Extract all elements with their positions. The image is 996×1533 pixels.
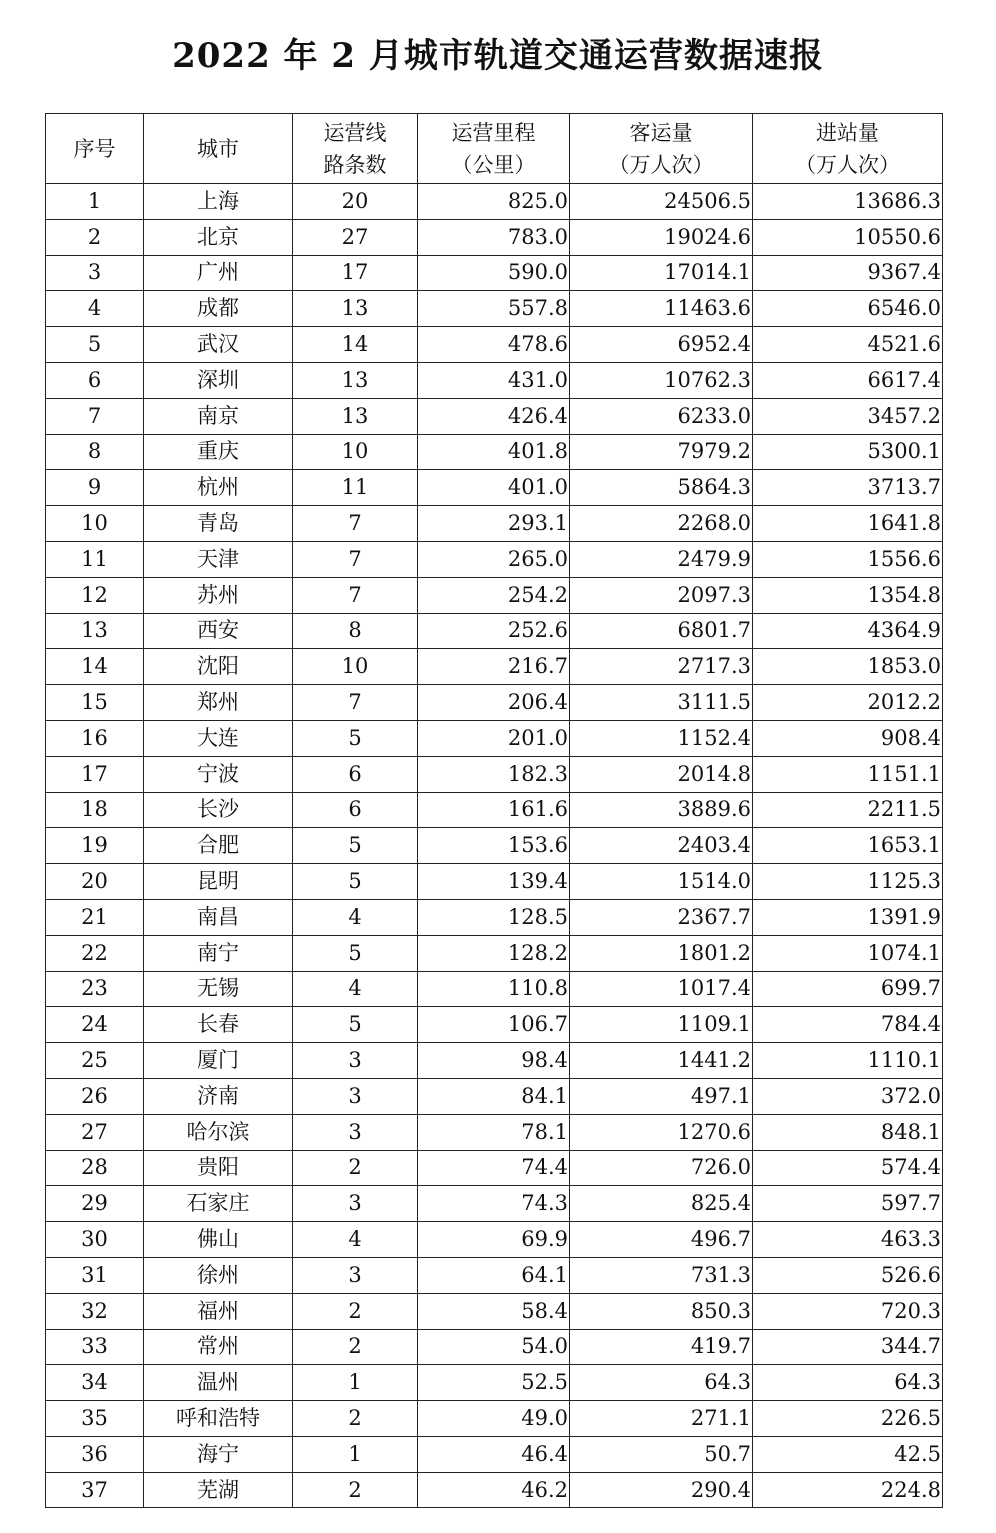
cell-ridership: 419.7 (570, 1329, 753, 1365)
cell-station-entries: 699.7 (753, 971, 943, 1007)
table-row (46, 1365, 943, 1401)
table-row (46, 184, 943, 220)
table-row (46, 255, 943, 291)
header-city: 城市 (144, 114, 293, 184)
cell-line-count: 8 (293, 613, 418, 649)
cell-ridership: 1270.6 (570, 1114, 753, 1150)
cell-ridership: 64.3 (570, 1365, 753, 1401)
cell-city: 重庆 (144, 434, 293, 470)
cell-mileage: 401.8 (418, 434, 570, 470)
cell-mileage: 216.7 (418, 649, 570, 685)
cell-city: 海宁 (144, 1436, 293, 1472)
cell-line-count: 6 (293, 792, 418, 828)
cell-line-count: 1 (293, 1365, 418, 1401)
cell-line-count: 4 (293, 1222, 418, 1258)
cell-index: 24 (46, 1007, 144, 1043)
cell-ridership: 2717.3 (570, 649, 753, 685)
cell-line-count: 10 (293, 649, 418, 685)
cell-city: 哈尔滨 (144, 1114, 293, 1150)
table-row (46, 685, 943, 721)
cell-station-entries: 3457.2 (753, 398, 943, 434)
cell-ridership: 1152.4 (570, 720, 753, 756)
cell-ridership: 2097.3 (570, 577, 753, 613)
cell-index: 19 (46, 828, 144, 864)
table-row (46, 434, 943, 470)
cell-city: 厦门 (144, 1043, 293, 1079)
table-row (46, 1401, 943, 1437)
cell-line-count: 6 (293, 756, 418, 792)
cell-ridership: 497.1 (570, 1078, 753, 1114)
cell-ridership: 2479.9 (570, 541, 753, 577)
cell-mileage: 265.0 (418, 541, 570, 577)
cell-mileage: 825.0 (418, 184, 570, 220)
cell-ridership: 726.0 (570, 1150, 753, 1186)
header-row (46, 114, 943, 184)
cell-station-entries: 908.4 (753, 720, 943, 756)
table-header (46, 114, 943, 184)
cell-ridership: 2268.0 (570, 506, 753, 542)
table-row (46, 219, 943, 255)
table-row (46, 1150, 943, 1186)
table-row (46, 506, 943, 542)
cell-ridership: 1801.2 (570, 935, 753, 971)
cell-line-count: 2 (293, 1329, 418, 1365)
cell-index: 35 (46, 1401, 144, 1437)
table-row (46, 470, 943, 506)
cell-line-count: 2 (293, 1293, 418, 1329)
cell-city: 温州 (144, 1365, 293, 1401)
cell-line-count: 4 (293, 971, 418, 1007)
cell-index: 17 (46, 756, 144, 792)
document-title: 2022 年 2 月城市轨道交通运营数据速报 (172, 36, 824, 76)
table-row (46, 720, 943, 756)
cell-mileage: 254.2 (418, 577, 570, 613)
cell-station-entries: 463.3 (753, 1222, 943, 1258)
cell-station-entries: 5300.1 (753, 434, 943, 470)
cell-mileage: 201.0 (418, 720, 570, 756)
cell-station-entries: 1151.1 (753, 756, 943, 792)
cell-line-count: 3 (293, 1186, 418, 1222)
table-row (46, 1472, 943, 1508)
cell-index: 13 (46, 613, 144, 649)
table-row (46, 1257, 943, 1293)
cell-station-entries: 1074.1 (753, 935, 943, 971)
cell-station-entries: 2211.5 (753, 792, 943, 828)
cell-ridership: 496.7 (570, 1222, 753, 1258)
cell-station-entries: 1354.8 (753, 577, 943, 613)
cell-station-entries: 1556.6 (753, 541, 943, 577)
cell-mileage: 69.9 (418, 1222, 570, 1258)
table-row (46, 541, 943, 577)
cell-line-count: 3 (293, 1114, 418, 1150)
table-row (46, 291, 943, 327)
cell-city: 呼和浩特 (144, 1401, 293, 1437)
cell-mileage: 46.2 (418, 1472, 570, 1508)
cell-station-entries: 372.0 (753, 1078, 943, 1114)
header-mileage: 运营里程 （公里） (418, 114, 570, 184)
table-row (46, 1293, 943, 1329)
cell-line-count: 7 (293, 685, 418, 721)
cell-index: 31 (46, 1257, 144, 1293)
cell-ridership: 10762.3 (570, 362, 753, 398)
table-row (46, 756, 943, 792)
cell-city: 西安 (144, 613, 293, 649)
cell-mileage: 426.4 (418, 398, 570, 434)
cell-station-entries: 1653.1 (753, 828, 943, 864)
cell-ridership: 6952.4 (570, 327, 753, 363)
cell-city: 天津 (144, 541, 293, 577)
cell-city: 徐州 (144, 1257, 293, 1293)
cell-city: 芜湖 (144, 1472, 293, 1508)
cell-ridership: 731.3 (570, 1257, 753, 1293)
table-row (46, 1436, 943, 1472)
cell-index: 5 (46, 327, 144, 363)
table-row (46, 398, 943, 434)
cell-line-count: 5 (293, 1007, 418, 1043)
table-row (46, 1329, 943, 1365)
cell-city: 北京 (144, 219, 293, 255)
cell-ridership: 2367.7 (570, 899, 753, 935)
cell-ridership: 3889.6 (570, 792, 753, 828)
cell-ridership: 290.4 (570, 1472, 753, 1508)
cell-index: 11 (46, 541, 144, 577)
cell-ridership: 50.7 (570, 1436, 753, 1472)
cell-city: 长春 (144, 1007, 293, 1043)
cell-station-entries: 224.8 (753, 1472, 943, 1508)
cell-line-count: 17 (293, 255, 418, 291)
cell-line-count: 7 (293, 577, 418, 613)
cell-index: 8 (46, 434, 144, 470)
cell-station-entries: 344.7 (753, 1329, 943, 1365)
cell-index: 27 (46, 1114, 144, 1150)
cell-index: 10 (46, 506, 144, 542)
cell-index: 30 (46, 1222, 144, 1258)
cell-mileage: 478.6 (418, 327, 570, 363)
cell-line-count: 13 (293, 398, 418, 434)
cell-city: 长沙 (144, 792, 293, 828)
cell-line-count: 5 (293, 935, 418, 971)
cell-station-entries: 226.5 (753, 1401, 943, 1437)
cell-index: 3 (46, 255, 144, 291)
cell-index: 6 (46, 362, 144, 398)
cell-city: 苏州 (144, 577, 293, 613)
cell-index: 7 (46, 398, 144, 434)
cell-ridership: 271.1 (570, 1401, 753, 1437)
table-row (46, 577, 943, 613)
cell-city: 成都 (144, 291, 293, 327)
cell-line-count: 14 (293, 327, 418, 363)
cell-station-entries: 574.4 (753, 1150, 943, 1186)
cell-index: 16 (46, 720, 144, 756)
cell-station-entries: 42.5 (753, 1436, 943, 1472)
table-row (46, 613, 943, 649)
cell-city: 合肥 (144, 828, 293, 864)
table-row (46, 649, 943, 685)
cell-mileage: 128.5 (418, 899, 570, 935)
cell-city: 大连 (144, 720, 293, 756)
cell-ridership: 6233.0 (570, 398, 753, 434)
cell-mileage: 74.4 (418, 1150, 570, 1186)
cell-ridership: 5864.3 (570, 470, 753, 506)
cell-line-count: 1 (293, 1436, 418, 1472)
table-row (46, 327, 943, 363)
cell-line-count: 5 (293, 720, 418, 756)
cell-line-count: 27 (293, 219, 418, 255)
cell-index: 33 (46, 1329, 144, 1365)
cell-mileage: 293.1 (418, 506, 570, 542)
cell-ridership: 2014.8 (570, 756, 753, 792)
cell-city: 南京 (144, 398, 293, 434)
table-row (46, 1222, 943, 1258)
metro-data-table (45, 113, 943, 1508)
cell-index: 25 (46, 1043, 144, 1079)
cell-index: 2 (46, 219, 144, 255)
cell-city: 常州 (144, 1329, 293, 1365)
cell-index: 22 (46, 935, 144, 971)
cell-line-count: 20 (293, 184, 418, 220)
cell-line-count: 11 (293, 470, 418, 506)
cell-city: 广州 (144, 255, 293, 291)
cell-mileage: 58.4 (418, 1293, 570, 1329)
cell-mileage: 431.0 (418, 362, 570, 398)
cell-station-entries: 848.1 (753, 1114, 943, 1150)
cell-city: 南宁 (144, 935, 293, 971)
cell-index: 14 (46, 649, 144, 685)
cell-station-entries: 10550.6 (753, 219, 943, 255)
cell-ridership: 1109.1 (570, 1007, 753, 1043)
table-row (46, 362, 943, 398)
cell-mileage: 153.6 (418, 828, 570, 864)
cell-mileage: 49.0 (418, 1401, 570, 1437)
cell-line-count: 13 (293, 362, 418, 398)
cell-index: 1 (46, 184, 144, 220)
table-row (46, 828, 943, 864)
cell-line-count: 2 (293, 1401, 418, 1437)
cell-city: 郑州 (144, 685, 293, 721)
cell-station-entries: 1641.8 (753, 506, 943, 542)
cell-ridership: 825.4 (570, 1186, 753, 1222)
cell-city: 贵阳 (144, 1150, 293, 1186)
table-row (46, 971, 943, 1007)
cell-index: 23 (46, 971, 144, 1007)
header-index: 序号 (46, 114, 144, 184)
cell-ridership: 11463.6 (570, 291, 753, 327)
cell-station-entries: 3713.7 (753, 470, 943, 506)
cell-city: 昆明 (144, 864, 293, 900)
cell-station-entries: 1125.3 (753, 864, 943, 900)
cell-station-entries: 9367.4 (753, 255, 943, 291)
cell-line-count: 3 (293, 1078, 418, 1114)
cell-mileage: 78.1 (418, 1114, 570, 1150)
cell-mileage: 52.5 (418, 1365, 570, 1401)
cell-ridership: 24506.5 (570, 184, 753, 220)
cell-city: 福州 (144, 1293, 293, 1329)
cell-station-entries: 1853.0 (753, 649, 943, 685)
cell-station-entries: 1110.1 (753, 1043, 943, 1079)
cell-station-entries: 720.3 (753, 1293, 943, 1329)
cell-index: 32 (46, 1293, 144, 1329)
cell-index: 21 (46, 899, 144, 935)
header-line-count: 运营线 路条数 (293, 114, 418, 184)
cell-station-entries: 13686.3 (753, 184, 943, 220)
cell-index: 12 (46, 577, 144, 613)
cell-index: 29 (46, 1186, 144, 1222)
cell-line-count: 3 (293, 1257, 418, 1293)
cell-mileage: 590.0 (418, 255, 570, 291)
cell-station-entries: 784.4 (753, 1007, 943, 1043)
cell-mileage: 161.6 (418, 792, 570, 828)
cell-index: 28 (46, 1150, 144, 1186)
table-body (46, 184, 943, 1508)
cell-city: 沈阳 (144, 649, 293, 685)
table-row (46, 1043, 943, 1079)
cell-mileage: 110.8 (418, 971, 570, 1007)
cell-line-count: 4 (293, 899, 418, 935)
cell-city: 济南 (144, 1078, 293, 1114)
cell-city: 上海 (144, 184, 293, 220)
table-row (46, 792, 943, 828)
cell-mileage: 106.7 (418, 1007, 570, 1043)
cell-ridership: 850.3 (570, 1293, 753, 1329)
cell-index: 26 (46, 1078, 144, 1114)
cell-mileage: 139.4 (418, 864, 570, 900)
cell-ridership: 17014.1 (570, 255, 753, 291)
table-row (46, 1078, 943, 1114)
cell-mileage: 182.3 (418, 756, 570, 792)
cell-index: 37 (46, 1472, 144, 1508)
header-ridership: 客运量 （万人次） (570, 114, 753, 184)
header-station-entries: 进站量 （万人次） (753, 114, 943, 184)
table-row (46, 1007, 943, 1043)
cell-station-entries: 6617.4 (753, 362, 943, 398)
cell-line-count: 2 (293, 1472, 418, 1508)
cell-mileage: 64.1 (418, 1257, 570, 1293)
cell-city: 深圳 (144, 362, 293, 398)
cell-ridership: 7979.2 (570, 434, 753, 470)
cell-city: 杭州 (144, 470, 293, 506)
cell-mileage: 206.4 (418, 685, 570, 721)
cell-line-count: 10 (293, 434, 418, 470)
cell-mileage: 252.6 (418, 613, 570, 649)
cell-city: 南昌 (144, 899, 293, 935)
cell-mileage: 783.0 (418, 219, 570, 255)
cell-line-count: 13 (293, 291, 418, 327)
cell-ridership: 19024.6 (570, 219, 753, 255)
cell-station-entries: 1391.9 (753, 899, 943, 935)
cell-mileage: 98.4 (418, 1043, 570, 1079)
cell-station-entries: 6546.0 (753, 291, 943, 327)
cell-index: 15 (46, 685, 144, 721)
cell-line-count: 7 (293, 506, 418, 542)
cell-line-count: 5 (293, 828, 418, 864)
cell-mileage: 557.8 (418, 291, 570, 327)
cell-mileage: 74.3 (418, 1186, 570, 1222)
cell-ridership: 1017.4 (570, 971, 753, 1007)
cell-mileage: 401.0 (418, 470, 570, 506)
cell-ridership: 1441.2 (570, 1043, 753, 1079)
cell-city: 无锡 (144, 971, 293, 1007)
cell-mileage: 128.2 (418, 935, 570, 971)
cell-line-count: 2 (293, 1150, 418, 1186)
cell-city: 佛山 (144, 1222, 293, 1258)
cell-city: 武汉 (144, 327, 293, 363)
cell-index: 36 (46, 1436, 144, 1472)
cell-index: 18 (46, 792, 144, 828)
cell-station-entries: 2012.2 (753, 685, 943, 721)
table-row (46, 864, 943, 900)
table-row (46, 1114, 943, 1150)
cell-city: 青岛 (144, 506, 293, 542)
table-row (46, 1186, 943, 1222)
cell-mileage: 54.0 (418, 1329, 570, 1365)
cell-ridership: 6801.7 (570, 613, 753, 649)
cell-index: 20 (46, 864, 144, 900)
cell-ridership: 1514.0 (570, 864, 753, 900)
cell-station-entries: 597.7 (753, 1186, 943, 1222)
cell-ridership: 3111.5 (570, 685, 753, 721)
table-row (46, 899, 943, 935)
cell-mileage: 84.1 (418, 1078, 570, 1114)
cell-line-count: 7 (293, 541, 418, 577)
cell-index: 4 (46, 291, 144, 327)
cell-index: 9 (46, 470, 144, 506)
cell-station-entries: 526.6 (753, 1257, 943, 1293)
cell-mileage: 46.4 (418, 1436, 570, 1472)
cell-index: 34 (46, 1365, 144, 1401)
cell-ridership: 2403.4 (570, 828, 753, 864)
cell-city: 石家庄 (144, 1186, 293, 1222)
cell-station-entries: 64.3 (753, 1365, 943, 1401)
cell-line-count: 3 (293, 1043, 418, 1079)
cell-station-entries: 4364.9 (753, 613, 943, 649)
cell-station-entries: 4521.6 (753, 327, 943, 363)
table-row (46, 935, 943, 971)
cell-line-count: 5 (293, 864, 418, 900)
cell-city: 宁波 (144, 756, 293, 792)
